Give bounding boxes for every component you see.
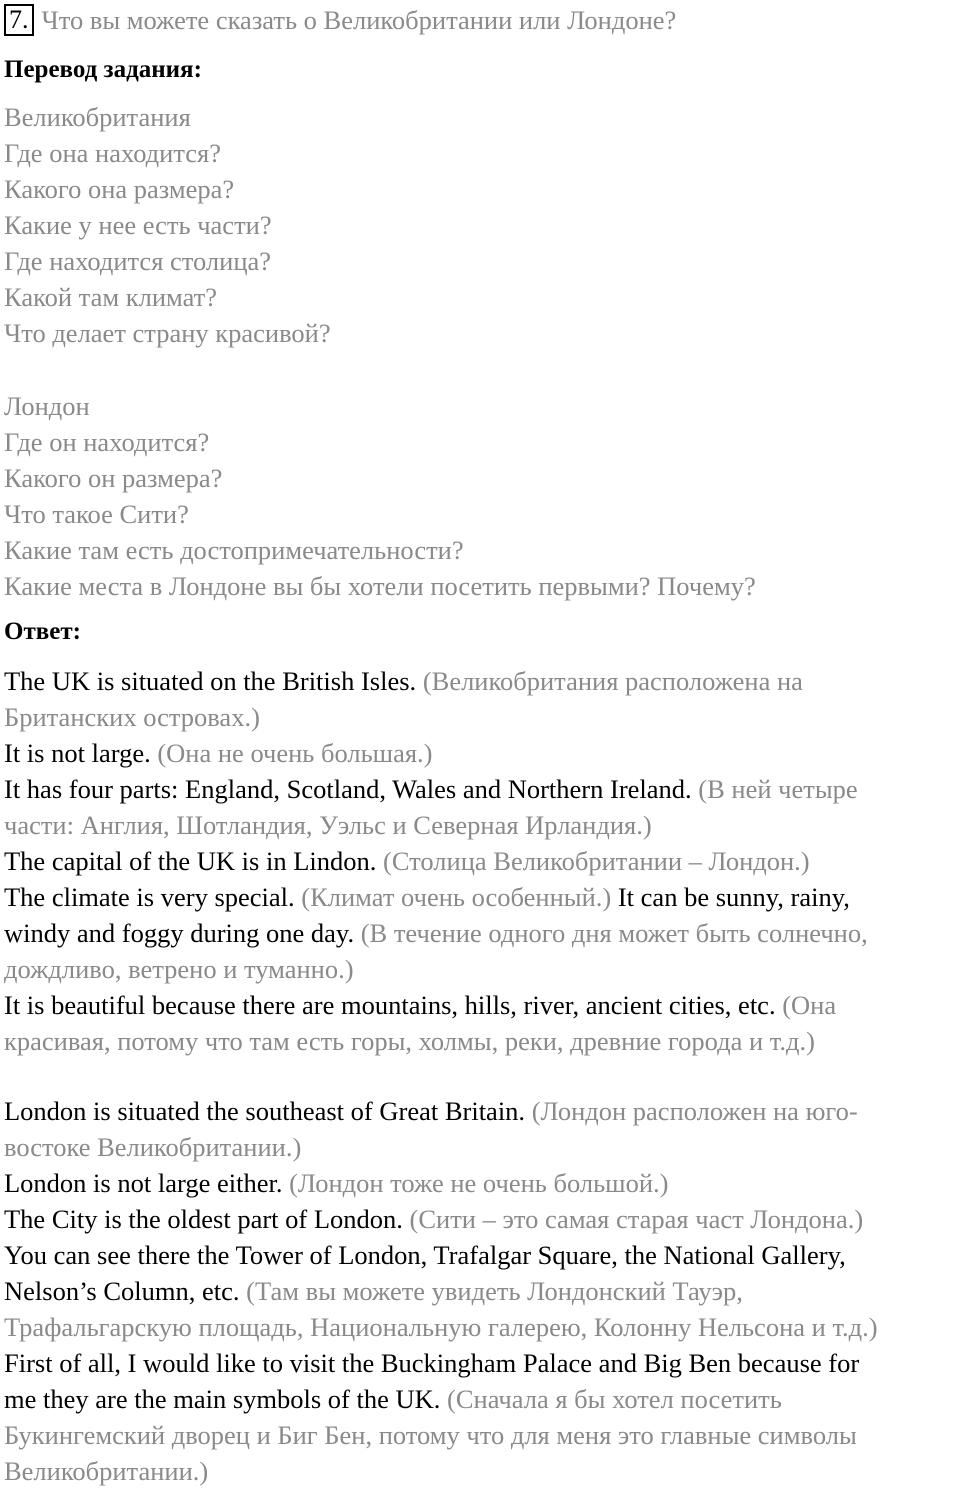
uk-question: Где находится столица? xyxy=(4,246,272,276)
london-question: Лондон xyxy=(4,391,90,421)
answer-line: London is situated the southeast of Great Britain. (Лондон расположен на юго- xyxy=(4,1096,858,1126)
answer-line: Британских островах.) xyxy=(4,702,260,732)
answer-line: windy and foggy during one day. (В течение одного дня может быть солнечно, xyxy=(4,918,868,948)
uk-question: Великобритания xyxy=(4,102,191,132)
london-question: Что такое Сити? xyxy=(4,499,189,529)
answer-line: части: Англия, Шотландия, Уэльс и Северная Ирландия.) xyxy=(4,810,652,840)
answer-label: Ответ: xyxy=(4,618,81,645)
answer-line: Букингемский дворец и Биг Бен, потому что для меня это главные символы xyxy=(4,1420,857,1450)
answer-line: You can see there the Tower of London, Trafalgar Square, the National Gallery, xyxy=(4,1240,846,1270)
uk-question: Какой там климат? xyxy=(4,282,218,312)
london-question: Какого он размера? xyxy=(4,463,223,493)
london-question: Какие там есть достопримечательности? xyxy=(4,535,464,565)
translation-label: Перевод задания: xyxy=(4,56,202,83)
answer-uk xyxy=(4,663,954,1059)
uk-question: Где она находится? xyxy=(4,138,221,168)
uk-question: Что делает страну красивой? xyxy=(4,318,331,348)
task-question: Что вы можете сказать о Великобритании или Лондоне? xyxy=(41,5,677,35)
answer-line: The climate is very special. (Климат очень особенный.) It can be sunny, rainy, xyxy=(4,882,850,912)
uk-question: Какие у нее есть части? xyxy=(4,210,272,240)
uk-question: Какого она размера? xyxy=(4,174,235,204)
answer-line: востоке Великобритании.) xyxy=(4,1132,302,1162)
answer-london xyxy=(4,1093,954,1489)
london-question: Где он находится? xyxy=(4,427,210,457)
answer-line: me they are the main symbols of the UK. (Сначала я бы хотел посетить xyxy=(4,1384,782,1414)
answer-line: The capital of the UK is in Lindon. (Столица Великобритании – Лондон.) xyxy=(4,846,810,876)
answer-line: London is not large either. (Лондон тоже не очень большой.) xyxy=(4,1168,669,1198)
london-questions xyxy=(4,388,954,604)
answer-line: Великобритании.) xyxy=(4,1456,209,1486)
answer-line: The UK is situated on the British Isles. (Великобритания расположена на xyxy=(4,666,803,696)
answer-line: Трафальгарскую площадь, Национальную галерею, Колонну Нельсона и т.д.) xyxy=(4,1312,878,1342)
answer-line: Nelson’s Column, etc. (Там вы можете увидеть Лондонский Тауэр, xyxy=(4,1276,743,1306)
answer-line: It is beautiful because there are mountains, hills, river, ancient cities, etc. (Она xyxy=(4,990,837,1020)
task-header xyxy=(4,2,954,38)
london-question: Какие места в Лондоне вы бы хотели посетить первыми? Почему? xyxy=(4,571,756,601)
answer-line: First of all, I would like to visit the Buckingham Palace and Big Ben because for xyxy=(4,1348,860,1378)
answer-line: красивая, потому что там есть горы, холмы, реки, древние города и т.д.) xyxy=(4,1026,815,1056)
answer-line: It has four parts: England, Scotland, Wales and Northern Ireland. (В ней четыре xyxy=(4,774,858,804)
answer-line: The City is the oldest part of London. (Сити – это самая старая част Лондона.) xyxy=(4,1204,864,1234)
answer-line: дождливо, ветрено и туманно.) xyxy=(4,954,354,984)
answer-line: It is not large. (Она не очень большая.) xyxy=(4,738,433,768)
task-number: 7. xyxy=(4,4,34,36)
uk-questions xyxy=(4,99,954,351)
